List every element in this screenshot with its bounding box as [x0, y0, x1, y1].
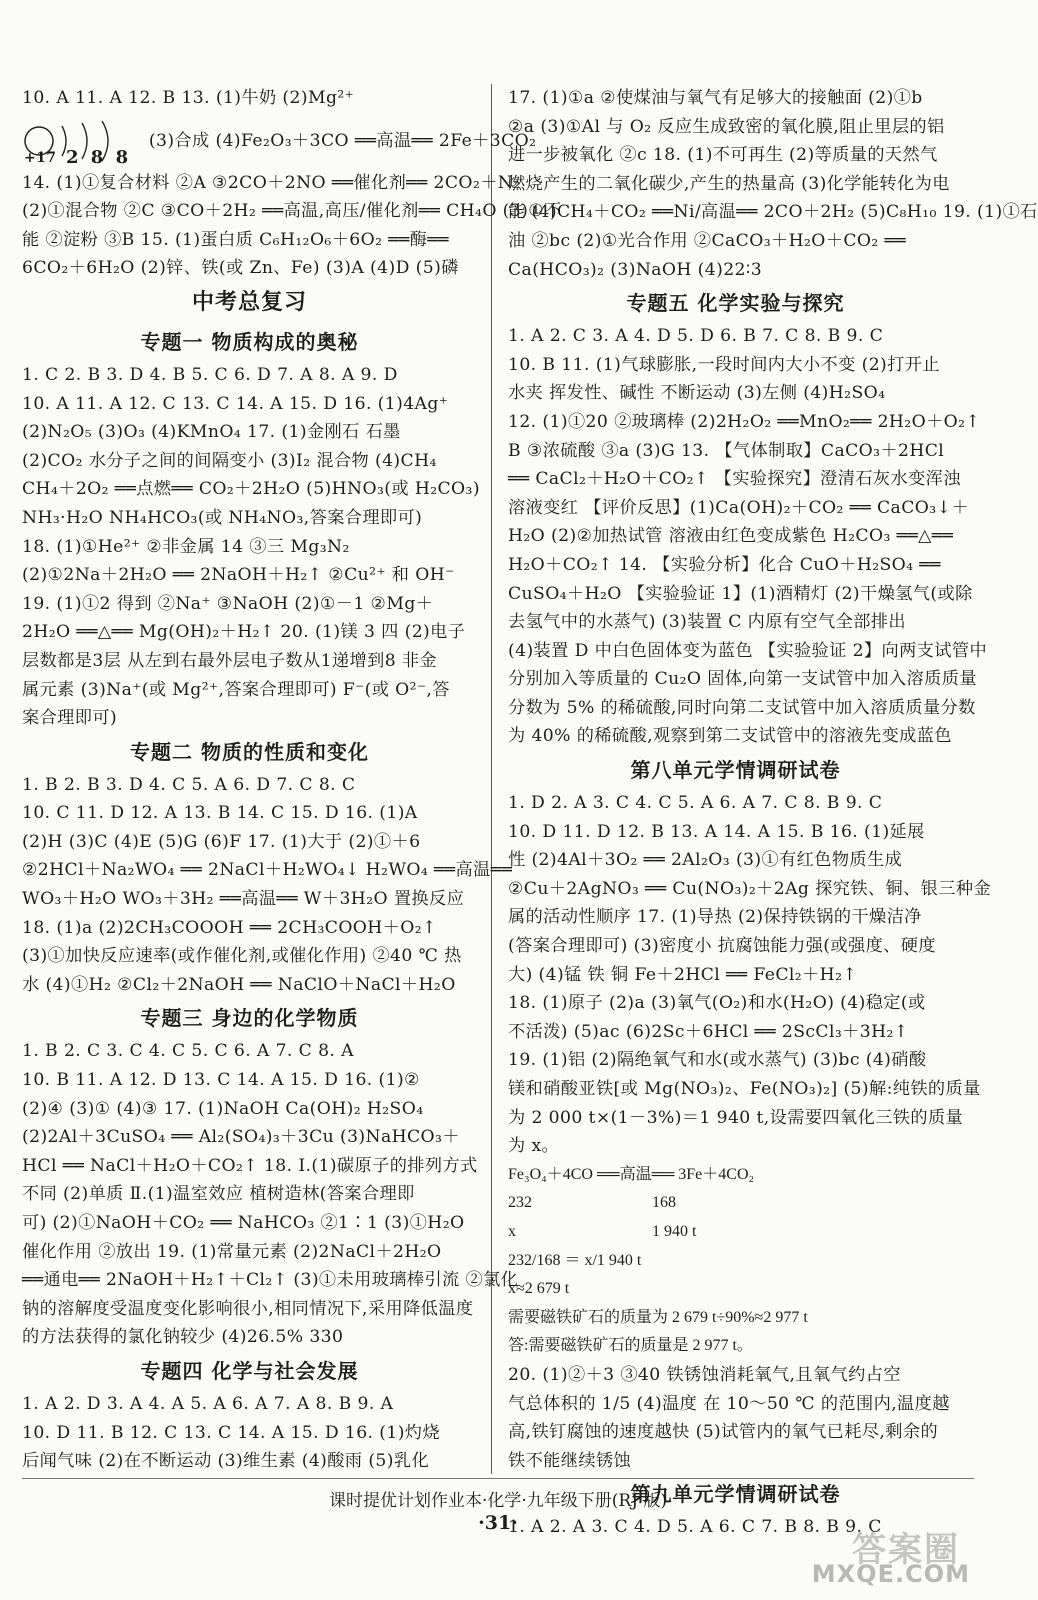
answer-line: 镁和硝酸亚铁[或 Mg(NO₃)₂、Fe(NO₃)₂] (5)解:纯铁的质量	[508, 1079, 981, 1099]
answer-line: 铁不能继续锈蚀	[508, 1450, 632, 1471]
answer-line: H₂O＋CO₂↑ 14. 【实验分析】化合 CuO＋H₂SO₄ ══	[508, 554, 941, 575]
answer-line: 18. (1)①He²⁺ ②非金属 14 ③三 Mg₃N₂	[22, 536, 350, 557]
calculation-line: x 1 940 t	[508, 1222, 697, 1240]
answer-line: (2)④ (3)① (4)③ 17. (1)NaOH Ca(OH)₂ H₂SO₄	[22, 1098, 424, 1119]
answer-line: 14. (1)①复合材料 ②A ③2CO＋2NO ══催化剂══ 2CO₂＋N₂	[22, 172, 521, 193]
answer-line: 油 ②bc (2)①光合作用 ②CaCO₃＋H₂O＋CO₂ ══	[508, 230, 907, 251]
answer-line: 10. B 11. (1)气球膨胀,一段时间内大小不变 (2)打开止	[508, 354, 940, 375]
topic-heading: 专题一 物质构成的奥秘	[140, 329, 359, 354]
watermark-logo-text: 答案圈	[852, 1530, 960, 1570]
answer-line: 为 2 000 t×(1－3%)＝1 940 t,设需要四氧化三铁的质量	[508, 1107, 964, 1128]
topic-heading: 专题四 化学与社会发展	[140, 1358, 359, 1383]
right-column	[508, 84, 1038, 1542]
answer-line: 分别加入等质量的 Cu₂O 固体,向第一支试管中加入溶质质量	[508, 669, 977, 690]
answer-line: 1. A 2. C 3. A 4. D 5. D 6. B 7. C 8. B 9. C	[508, 326, 884, 347]
answer-line: 19. (1)铝 (2)隔绝氧气和水(或水蒸气) (3)bc (4)硝酸	[508, 1050, 927, 1071]
calculation-line: 需要磁铁矿石的质量为 2 679 t÷90%≈2 977 t	[508, 1308, 808, 1326]
answer-line-with-atom-diagram	[22, 113, 537, 169]
answer-line: 钠的溶解度受温度变化影响很小,相同情况下,采用降低温度	[22, 1298, 474, 1319]
answer-line: (2)CO₂ 水分子之间的间隔变小 (3)I₂ 混合物 (4)CH₄	[22, 450, 437, 471]
answer-line: 可) (2)①NaOH＋CO₂ ══ NaHCO₃ ②1∶1 (3)①H₂O	[22, 1213, 465, 1233]
answer-line: 水 (4)①H₂ ②Cl₂＋2NaOH ══ NaClO＋NaCl＋H₂O	[22, 974, 456, 995]
answer-line: (3)①加快反应速率(或作催化剂,或催化作用) ②40 ℃ 热	[22, 946, 462, 967]
answer-line: 水夹 挥发性、碱性 不断运动 (3)左侧 (4)H₂SO₄	[508, 383, 886, 404]
answer-line: (2)2Al＋3CuSO₄ ══ Al₂(SO₄)₃＋3Cu (3)NaHCO₃＋	[22, 1127, 460, 1148]
answer-line: 案合理即可)	[22, 708, 118, 729]
answer-line: 2H₂O ══△══ Mg(OH)₂＋H₂↑ 20. (1)镁 3 四 (2)电子	[22, 622, 466, 643]
watermark-logo	[811, 1522, 970, 1588]
answer-line: 溶液变红 【评价反思】(1)Ca(OH)₂＋CO₂ ══ CaCO₃↓＋	[508, 497, 969, 518]
answer-line: 属元素 (3)Na⁺(或 Mg²⁺,答案合理即可) F⁻(或 O²⁻,答	[22, 679, 450, 700]
answer-line: 10. B 11. A 12. D 13. C 14. A 15. D 16. (1)②	[22, 1070, 420, 1091]
answer-line: 18. (1)a (2)2CH₃COOOH ══ 2CH₃COOH＋O₂↑	[22, 917, 437, 938]
answer-line: 的方法获得的氯化钠较少 (4)26.5% 330	[22, 1327, 344, 1348]
answer-line: (2)①混合物 ②C ③CO＋2H₂ ══高温,高压/催化剂══ CH₄O (3)①不	[22, 201, 562, 222]
answer-line: 催化作用 ②放出 19. (1)常量元素 (2)2NaCl＋2H₂O	[22, 1241, 442, 1262]
answer-line: 1. D 2. A 3. C 4. C 5. A 6. A 7. C 8. B 9. C	[508, 793, 883, 814]
atom-nucleus-label: +17	[24, 150, 57, 167]
answer-line: 层数都是3层 从左到右最外层电子数从1递增到8 非金	[22, 650, 438, 671]
answer-line: 不同 (2)单质 Ⅱ.(1)温室效应 植树造林(答案合理即	[22, 1184, 415, 1205]
answer-line: (4)装置 D 中白色固体变为蓝色 【实验验证 2】向两支试管中	[508, 640, 988, 661]
answer-line: 20. (1)②＋3 ③40 铁锈蚀消耗氧气,且氧气约占空	[508, 1364, 901, 1385]
answer-line: (答案合理即可) (3)密度小 抗腐蚀能力强(或强度、硬度	[508, 936, 936, 957]
topic-heading: 专题二 物质的性质和变化	[130, 739, 369, 764]
answer-line: 19. (1)①2 得到 ②Na⁺ ③NaOH (2)①－1 ②Mg＋	[22, 593, 434, 614]
answer-line: CH₄＋2O₂ ══点燃══ CO₂＋2H₂O (5)HNO₃(或 H₂CO₃)	[22, 479, 480, 500]
answer-line: B ③浓硫酸 ③a (3)G 13. 【气体制取】CaCO₃＋2HCl	[508, 440, 945, 461]
answer-line: 17. (1)①a ②使煤油与氧气有足够大的接触面 (2)①b	[508, 88, 923, 108]
topic-heading: 专题三 身边的化学物质	[140, 1006, 359, 1031]
footer-book-title: 课时提优计划作业本·化学·九年级下册(RJ 版)	[328, 1491, 668, 1511]
answer-line: (2)H (3)C (4)E (5)G (6)F 17. (1)大于 (2)①＋6	[22, 831, 421, 852]
answer-line: 为 40% 的稀硫酸,观察到第二支试管中的溶液先变成蓝色	[508, 726, 952, 747]
answer-line: (2)①2Na＋2H₂O ══ 2NaOH＋H₂↑ ②Cu²⁺ 和 OH⁻	[22, 565, 455, 586]
answer-line: 为 x。	[508, 1136, 560, 1157]
answer-line: 性 (2)4Al＋3O₂ ══ 2Al₂O₃ (3)①有红色物质生成	[508, 850, 903, 871]
answer-line: H₂O (2)②加热试管 溶液由红色变成紫色 H₂CO₃ ══△══	[508, 526, 954, 547]
answer-line: NH₃·H₂O NH₄HCO₃(或 NH₄NO₃,答案合理即可)	[22, 507, 423, 528]
answer-line: 分数为 5% 的稀硫酸,同时向第二支试管中加入溶质质量分数	[508, 697, 976, 718]
answer-line: 高,铁钉腐蚀的速度越快 (5)试管内的氧气已耗尽,剩余的	[508, 1422, 939, 1443]
column-divider	[491, 84, 492, 1474]
watermark-site-text: MXQE.COM	[811, 1560, 970, 1588]
answer-line: 1. C 2. B 3. D 4. B 5. C 6. D 7. A 8. A 9. D	[22, 364, 398, 385]
answer-line: WO₃＋H₂O WO₃＋3H₂ ══高温══ W＋3H₂O 置换反应	[22, 889, 465, 910]
answer-line: 10. D 11. D 12. B 13. A 14. A 15. B 16. (1)延展	[508, 821, 925, 842]
calculation-line: 232/168 ＝ x/1 940 t	[508, 1251, 642, 1269]
answer-line: 不活泼) (5)ac (6)2Sc＋6HCl ══ 2ScCl₃＋3H₂↑	[508, 1021, 909, 1042]
atom-shells-label: 2 8 8	[66, 147, 132, 169]
answer-line: 能 (4)CH₄＋CO₂ ══Ni/高温══ 2CO＋2H₂ (5)C₈H₁₀ 19. (1)①石	[508, 202, 1038, 223]
calculation-line: 232 168	[508, 1194, 676, 1212]
answer-line: ══ CaCl₂＋H₂O＋CO₂↑ 【实验探究】澄清石灰水变浑浊	[508, 469, 961, 490]
topic-heading: 第八单元学情调研试卷	[630, 758, 841, 783]
footer-rule	[22, 1478, 974, 1479]
answer-line: 1. A 2. D 3. A 4. A 5. A 6. A 7. A 8. B 9. A	[22, 1393, 394, 1414]
answer-line: 进一步被氧化 ②c 18. (1)不可再生 (2)等质量的天然气	[508, 145, 938, 166]
answer-line: 1. A 2. A 3. C 4. D 5. A 6. C 7. B 8. B 9. C	[508, 1517, 882, 1538]
answer-line: ②a (3)①Al 与 O₂ 反应生成致密的氧化膜,阻止里层的铝	[508, 116, 945, 137]
answer-line: HCl ══ NaCl＋H₂O＋CO₂↑ 18. Ⅰ.(1)碳原子的排列方式	[22, 1155, 478, 1176]
answer-line: (2)N₂O₅ (3)O₃ (4)KMnO₄ 17. (1)金刚石 石墨	[22, 422, 401, 443]
answer-line: ②2HCl＋Na₂WO₄ ══ 2NaCl＋H₂WO₄↓ H₂WO₄ ══高温══	[22, 860, 513, 881]
answer-line: 大) (4)锰 铁 铜 Fe＋2HCl ══ FeCl₂＋H₂↑	[508, 964, 858, 985]
answer-line: 1. B 2. B 3. D 4. C 5. A 6. D 7. C 8. C	[22, 774, 356, 795]
answer-line: 10. C 11. D 12. A 13. B 14. C 15. D 16. (1)A	[22, 803, 418, 824]
answer-line: 12. (1)①20 ②玻璃棒 (2)2H₂O₂ ══MnO₂══ 2H₂O＋O₂↑	[508, 411, 981, 432]
answer-line: 气总体积的 1/5 (4)温度 在 10～50 ℃ 的范围内,温度越	[508, 1393, 950, 1414]
answer-line: 去氢气中的水蒸气) (3)装置 C 内原有空气全部排出	[508, 612, 906, 633]
answer-line: 10. A 11. A 12. C 13. C 14. A 15. D 16. (1)4Ag⁺	[22, 393, 449, 414]
answer-line: 后闻气味 (2)在不断运动 (3)维生素 (4)酸雨 (5)乳化	[22, 1451, 430, 1472]
answer-text: (3)合成 (4)Fe₂O₃＋3CO ══高温══ 2Fe＋3CO₂	[148, 130, 537, 151]
answer-line: ②Cu＋2AgNO₃ ══ Cu(NO₃)₂＋2Ag 探究铁、铜、银三种金	[508, 878, 992, 899]
section-title: 中考总复习	[191, 289, 307, 315]
topic-heading: 第九单元学情调研试卷	[630, 1482, 841, 1507]
calculation-line: Fe₃O₄＋4CO ══高温══ 3Fe＋4CO₂	[508, 1165, 755, 1183]
answer-line: CuSO₄＋H₂O 【实验验证 1】(1)酒精灯 (2)干燥氢气(或除	[508, 583, 973, 604]
answer-line: 属的活动性顺序 17. (1)导热 (2)保持铁锅的干燥洁净	[508, 907, 922, 928]
answer-line: 18. (1)原子 (2)a (3)氧气(O₂)和水(H₂O) (4)稳定(或	[508, 993, 926, 1014]
answer-line: 10. D 11. B 12. C 13. C 14. A 15. D 16. (1)灼烧	[22, 1422, 440, 1443]
atom-structure-diagram	[22, 120, 137, 169]
answer-line: 6CO₂＋6H₂O (2)锌、铁(或 Zn、Fe) (3)A (4)D (5)磷	[22, 258, 459, 279]
topic-heading: 专题五 化学实验与探究	[626, 291, 845, 316]
answer-line: 10. A 11. A 12. B 13. (1)牛奶 (2)Mg²⁺	[22, 88, 355, 108]
answer-line: ══通电══ 2NaOH＋H₂↑＋Cl₂↑ (3)①未用玻璃棒引流 ②氯化	[22, 1270, 519, 1291]
page-number: ·31·	[478, 1512, 518, 1534]
answer-line: 能 ②淀粉 ③B 15. (1)蛋白质 C₆H₁₂O₆＋6O₂ ══酶══	[22, 229, 449, 250]
calculation-line: x≈2 679 t	[508, 1280, 570, 1298]
calculation-line: 答:需要磁铁矿石的质量是 2 977 t。	[508, 1337, 753, 1355]
answer-line: 燃烧产生的二氧化碳少,产生的热量高 (3)化学能转化为电	[508, 173, 950, 194]
answer-line: Ca(HCO₃)₂ (3)NaOH (4)22∶3	[508, 259, 763, 280]
answer-line: 1. B 2. C 3. C 4. C 5. C 6. A 7. C 8. A	[22, 1041, 354, 1062]
